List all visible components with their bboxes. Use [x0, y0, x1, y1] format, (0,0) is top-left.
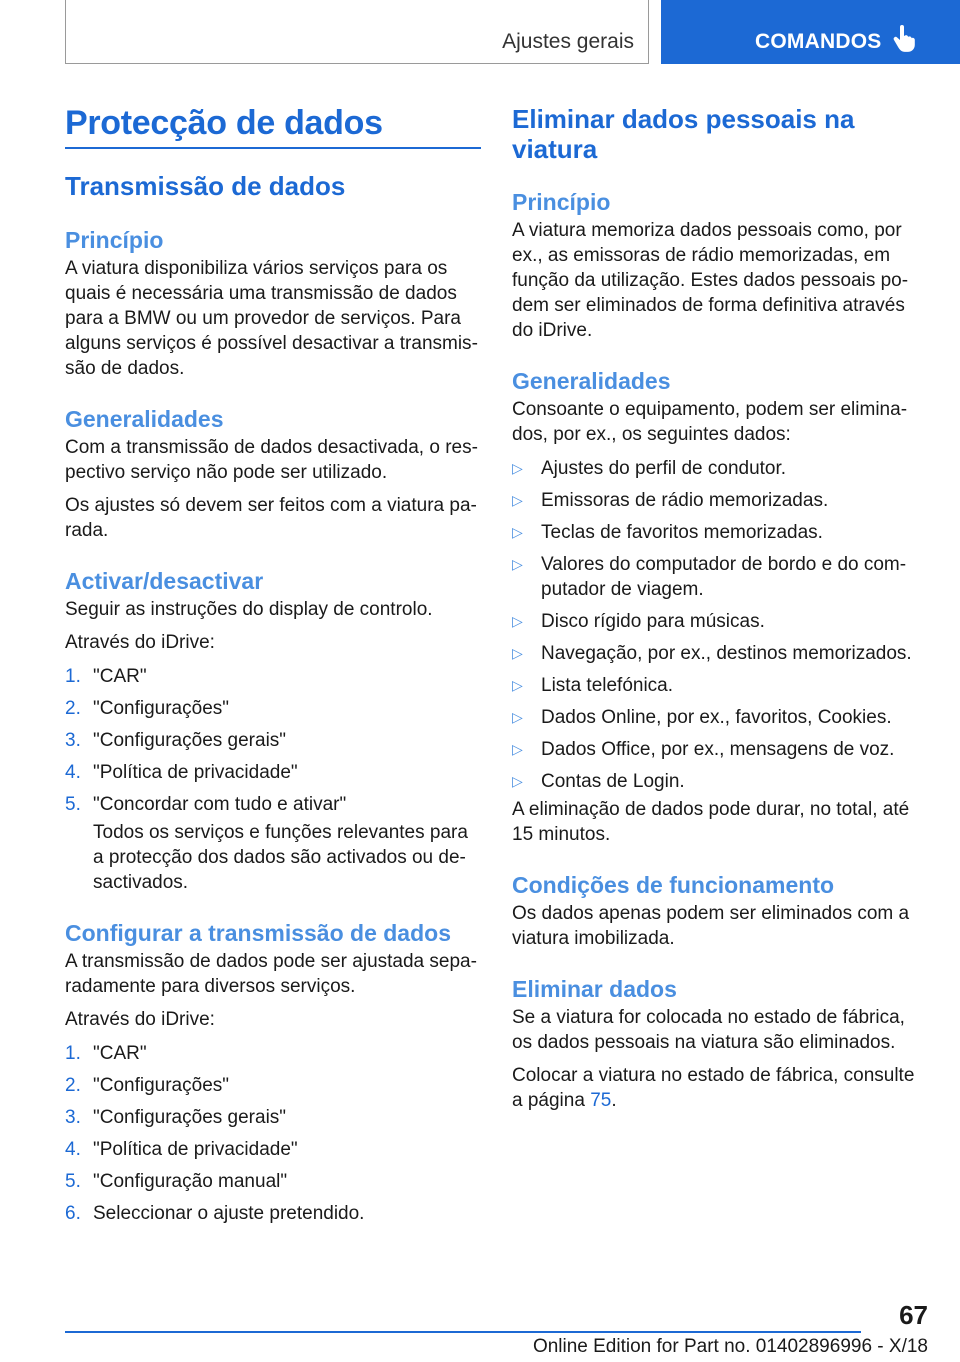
configurar-steps [65, 1041, 481, 1226]
section-heading-eliminar-dados-pessoais: Eliminar dados pessoais na viatura [512, 104, 855, 164]
generalidades-right-p1: Consoante o equipamento, podem ser eliminados, por ex., os seguintes dados: [512, 399, 908, 445]
list-item: 4. "Política de privacidade" [65, 762, 298, 783]
triangle-bullet-icon: ▷ [512, 773, 523, 789]
chapter-label: COMANDOS [755, 30, 882, 53]
generalidades-right-p2: A eliminação de dados pode durar, no total, até 15 minutos. [512, 799, 910, 845]
list-item: ▷ Dados Office, por ex., mensagens de voz. [512, 739, 895, 760]
subheading-configurar: Configurar a transmissão de dados [65, 920, 451, 946]
section-heading-transmissao: Transmissão de dados [65, 171, 346, 201]
triangle-bullet-icon: ▷ [512, 709, 523, 725]
configurar-p1: A transmissão de dados pode ser ajustada separadamente para diversos serviços. [65, 951, 477, 997]
footer-rule [65, 1331, 861, 1333]
list-item: 2. "Configurações" [65, 698, 230, 719]
hand-pointer-icon [893, 24, 917, 54]
generalidades-p1: Com a transmissão de dados desactivada, o respectivo serviço não pode ser utilizado. [65, 437, 478, 483]
list-item: 2. "Configurações" [65, 1075, 230, 1096]
triangle-bullet-icon: ▷ [512, 556, 523, 572]
triangle-bullet-icon: ▷ [512, 613, 523, 629]
triangle-bullet-icon: ▷ [512, 645, 523, 661]
eliminar-p2: Colocar a viatura no estado de fábrica, consulte a página 75. [512, 1065, 915, 1111]
list-item: ▷ Ajustes do perfil de condutor. [512, 458, 787, 479]
list-item: 3. "Configurações gerais" [65, 1107, 287, 1128]
list-item: ▷ Emissoras de rádio memorizadas. [512, 490, 829, 511]
subheading-principio-right: Princípio [512, 189, 611, 215]
triangle-bullet-icon: ▷ [512, 492, 523, 508]
triangle-bullet-icon: ▷ [512, 460, 523, 476]
list-item: ▷ Contas de Login. [512, 771, 685, 792]
triangle-bullet-icon: ▷ [512, 524, 523, 540]
left-column [65, 171, 481, 1233]
dados-list [512, 456, 930, 794]
condicoes-text: Os dados apenas podem ser eliminados com a viatura imobilizada. [512, 903, 910, 949]
edition-note: Online Edition for Part no. 01402896996 - X/18 [532, 1336, 928, 1357]
principio-text: A viatura disponibiliza vários serviços para os quais é necessária uma transmissão de dados para a BMW ou um provedor de serviços. Para alguns serviços é possível desactivar a transmissão de dados. [65, 258, 478, 379]
right-column [512, 104, 930, 1113]
subheading-eliminar-dados: Eliminar dados [512, 976, 677, 1002]
list-item: ▷ Valores do computador de bordo e do computador de viagem. [512, 554, 907, 600]
generalidades-p2: Os ajustes só devem ser feitos com a viatura parada. [65, 495, 477, 541]
triangle-bullet-icon: ▷ [512, 741, 523, 757]
section-tab [65, 0, 649, 64]
chapter-tab [661, 0, 960, 64]
list-item: 1. "CAR" [65, 1043, 147, 1064]
list-item: ▷ Dados Online, por ex., favoritos, Cookies. [512, 707, 892, 728]
list-item: ▷ Teclas de favoritos memorizadas. [512, 522, 823, 543]
activar-p1: Seguir as instruções do display de controlo. [65, 599, 433, 620]
triangle-bullet-icon: ▷ [512, 677, 523, 693]
page-number: 67 [899, 1300, 928, 1330]
subheading-activar: Activar/desactivar [65, 568, 264, 594]
list-item: 5. "Configuração manual" [65, 1171, 288, 1192]
eliminar-p1: Se a viatura for colocada no estado de fábrica, os dados pessoais na viatura são eliminados. [512, 1007, 905, 1053]
list-item: 4. "Política de privacidade" [65, 1139, 298, 1160]
list-item: 1. "CAR" [65, 666, 147, 687]
list-item: 5. "Concordar com tudo e ativar" [65, 794, 347, 815]
subheading-principio: Princípio [65, 227, 164, 253]
section-label: Ajustes gerais [502, 30, 634, 53]
subheading-generalidades-right: Generalidades [512, 368, 671, 394]
list-item: 3. "Configurações gerais" [65, 730, 287, 751]
configurar-p2: Através do iDrive: [65, 1009, 215, 1030]
subheading-condicoes: Condições de funcionamento [512, 872, 835, 898]
list-item: ▷ Disco rígido para músicas. [512, 611, 765, 632]
activar-p2: Através do iDrive: [65, 632, 215, 653]
list-item: ▷ Lista telefónica. [512, 675, 674, 696]
title-rule [65, 147, 481, 149]
page-title: Protecção de dados [65, 104, 383, 142]
subheading-generalidades: Generalidades [65, 406, 224, 432]
activar-note: Todos os serviços e funções relevantes para a protecção dos dados são activados ou desactivados. [93, 822, 468, 893]
list-item: ▷ Navegação, por ex., destinos memorizados. [512, 643, 912, 664]
list-item: 6. Seleccionar o ajuste pretendido. [65, 1203, 365, 1224]
activar-steps [65, 664, 481, 817]
page-reference-link[interactable]: 75 [590, 1090, 612, 1111]
principio-right-text: A viatura memoriza dados pessoais como, por ex., as emissoras de rádio memorizadas, em função da utilização. Estes dados pessoais podem ser eliminados de forma definitiva através do iDrive. [512, 220, 909, 341]
